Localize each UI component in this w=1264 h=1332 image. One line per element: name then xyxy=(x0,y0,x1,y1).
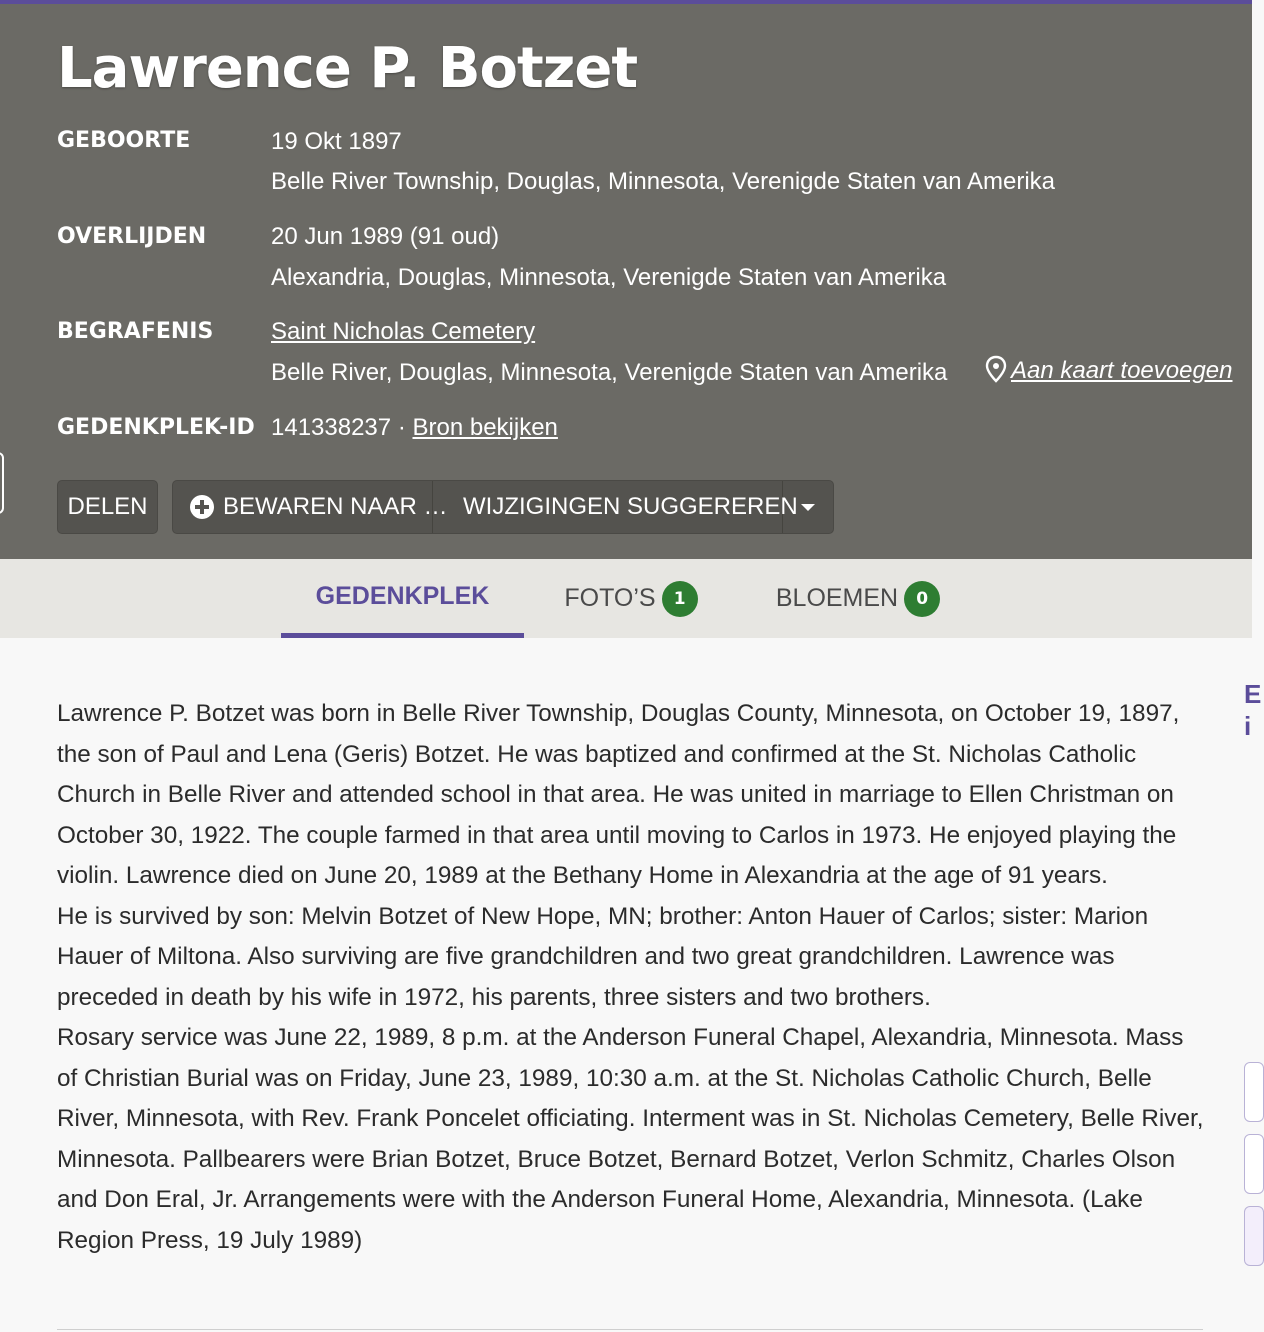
biography xyxy=(57,694,1207,1261)
cemetery-link[interactable]: Saint Nicholas Cemetery xyxy=(271,318,536,345)
burial-place: Belle River, Douglas, Minnesota, Verenigde Staten van Amerika xyxy=(271,359,948,386)
person-name: Lawrence P. Botzet xyxy=(57,36,638,101)
tab-flowers-label: BLOEMEN xyxy=(775,584,899,612)
tab-memorial[interactable] xyxy=(281,559,524,638)
map-pin-icon xyxy=(985,356,1007,382)
plus-circle-icon xyxy=(189,494,215,520)
suggest-edits-button[interactable]: WIJZIGINGEN SUGGEREREN xyxy=(433,481,783,533)
death-place: Alexandria, Douglas, Minnesota, Verenigde Staten van Amerika xyxy=(271,264,947,291)
right-sidebar-peek: E i xyxy=(1244,679,1262,741)
right-card-3[interactable] xyxy=(1244,1206,1264,1266)
tab-memorial-label: GEDENKPLEK xyxy=(315,581,490,610)
tab-flowers[interactable] xyxy=(760,559,956,638)
side-panel-handle[interactable] xyxy=(0,452,4,514)
section-divider xyxy=(57,1329,1203,1330)
action-button-group xyxy=(172,480,834,534)
add-to-map-label: Aan kaart toevoegen xyxy=(1011,357,1233,384)
death-date: 20 Jun 1989 (91 oud) xyxy=(271,223,500,250)
bio-paragraph: Rosary service was June 22, 1989, 8 p.m. at the Anderson Funeral Chapel, Alexandria, Minnesota. Mass of Christian Burial was on Friday, June 23, 1989, 10:30 a.m. at the St. Nicholas Catholic Church, Belle River, Minnesota, with Rev. Frank Poncelet officiating. Interment was in St. Nicholas Cemetery, Belle River, Minnesota. Pallbearers were Brian Botzet, Bruce Botzet, Bernard Botzet, Verlon Schmitz, Charles Olson and Don Eral, Jr. Arrangements were with the Anderson Funeral Home, Alexandria, Minnesota. (Lake Region Press, 19 July 1989) xyxy=(57,1024,1204,1254)
tab-photos[interactable] xyxy=(548,559,714,638)
memorial-id-label: GEDENKPLEK-ID xyxy=(57,415,255,440)
burial-cemetery-line xyxy=(271,318,535,346)
birth-label: GEBOORTE xyxy=(57,128,191,153)
right-card-2[interactable] xyxy=(1244,1134,1264,1194)
save-to-button[interactable] xyxy=(173,481,448,533)
death-label: OVERLIJDEN xyxy=(57,224,207,249)
memorial-id: 141338237 xyxy=(271,414,392,441)
birth-date: 19 Okt 1897 xyxy=(271,128,402,155)
tab-photos-label: FOTO’S xyxy=(564,584,656,612)
flowers-count-badge: 0 xyxy=(904,581,940,617)
id-separator: · xyxy=(397,414,406,441)
memorial-id-line xyxy=(271,414,558,442)
birth-place: Belle River Township, Douglas, Minnesota, Verenigde Staten van Amerika xyxy=(271,168,1055,195)
bio-paragraph: Lawrence P. Botzet was born in Belle River Township, Douglas County, Minnesota, on October 19, 1897, the son of Paul and Lena (Geris) Botzet. He was baptized and confirmed at the St. Nicholas Catholic Church in Belle River and attended school in that area. He was united in marriage to Ellen Christman on October 30, 1922. The couple farmed in that area until moving to Carlos in 1973. He enjoyed playing the violin. Lawrence died on June 20, 1989 at the Bethany Home in Alexandria at the age of 91 years. xyxy=(57,700,1180,889)
tabs-bar xyxy=(0,559,1252,638)
right-card-1[interactable] xyxy=(1244,1062,1264,1122)
view-source-link[interactable]: Bron bekijken xyxy=(412,414,558,441)
bio-paragraph: He is survived by son: Melvin Botzet of New Hope, MN; brother: Anton Hauer of Carlos; sister: Marion Hauer of Miltona. Also surviving are five grandchildren and two great grandchildren. Lawrence was preceded in death by his wife in 1972, his parents, three sisters and two brothers. xyxy=(57,902,1149,1011)
more-options-dropdown[interactable] xyxy=(783,481,833,533)
save-to-label: BEWAREN NAAR … xyxy=(223,493,448,520)
caret-down-icon xyxy=(801,504,815,511)
add-to-map-link[interactable] xyxy=(985,356,1233,385)
memorial-header xyxy=(0,4,1252,559)
burial-label: BEGRAFENIS xyxy=(57,319,214,344)
photos-count-badge: 1 xyxy=(662,581,698,617)
share-button[interactable]: DELEN xyxy=(57,480,158,534)
